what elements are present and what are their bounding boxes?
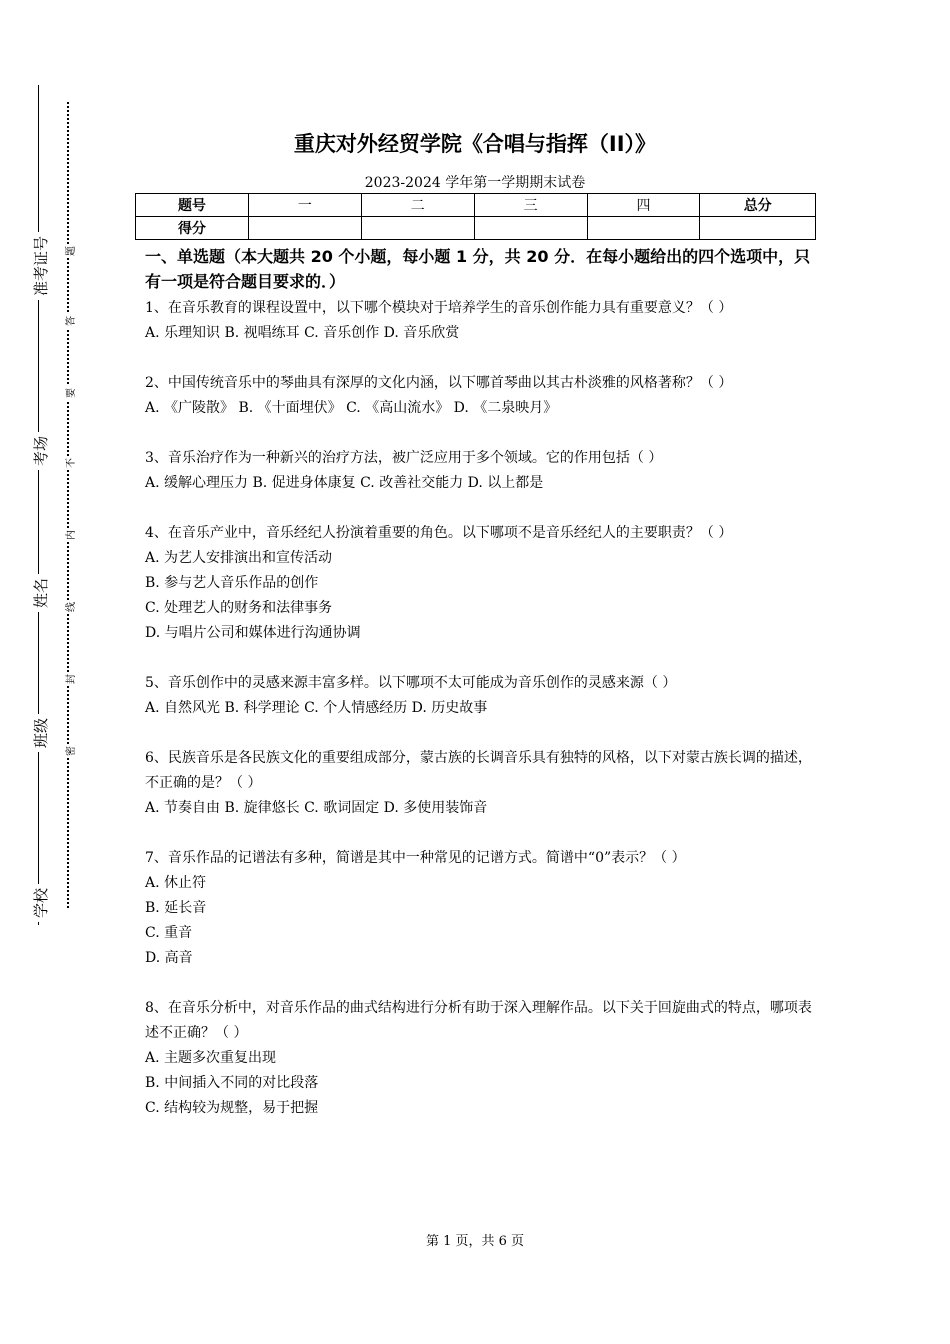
question-stem: 5、音乐创作中的灵感来源丰富多样。以下哪项不太可能成为音乐创作的灵感来源（ ）	[145, 675, 677, 691]
question-stem: 7、音乐作品的记谱法有多种，简谱是其中一种常见的记谱方式。简谱中“0”表示？（ ）	[145, 850, 686, 866]
score-table-header-row	[136, 194, 816, 217]
question-option: A. 节奏自由 B. 旋律悠长 C. 歌词固定 D. 多使用装饰音	[145, 800, 488, 816]
score-header-cell: 总分	[700, 194, 816, 217]
question-option: B. 参与艺人音乐作品的创作	[145, 575, 319, 591]
question-option: D. 高音	[145, 950, 193, 966]
score-cell	[587, 217, 700, 240]
question-stem: 3、音乐治疗作为一种新兴的治疗方法，被广泛应用于多个领域。它的作用包括（ ）	[145, 450, 663, 466]
score-cell	[248, 217, 361, 240]
binding-line-outer	[38, 85, 39, 925]
score-header-cell: 三	[474, 194, 587, 217]
score-table	[135, 193, 816, 240]
question-option: A. 《广陵散》 B. 《十面埋伏》 C. 《高山流水》 D. 《二泉映月》	[145, 400, 558, 416]
score-cell	[700, 217, 816, 240]
binding-mark: 封	[61, 672, 78, 686]
score-header-cell: 四	[587, 194, 700, 217]
question-stem: 8、在音乐分析中，对音乐作品的曲式结构进行分析有助于深入理解作品。以下关于回旋曲式的特点，哪项表述不正确？（ ）	[145, 1000, 812, 1041]
question-4	[145, 521, 820, 646]
section-heading: 一、单选题（本大题共 20 个小题，每小题 1 分，共 20 分．在每小题给出的四个选项中，只有一项是符合题目要求的．）	[145, 247, 811, 291]
score-table-score-row	[136, 217, 816, 240]
score-cell	[361, 217, 474, 240]
binding-line-dotted	[67, 102, 69, 908]
question-option: A. 乐理知识 B. 视唱练耳 C. 音乐创作 D. 音乐欣赏	[145, 325, 460, 341]
question-option: C. 重音	[145, 925, 193, 941]
question-option: D. 与唱片公司和媒体进行沟通协调	[145, 625, 361, 641]
question-stem: 1、在音乐教育的课程设置中，以下哪个模块对于培养学生的音乐创作能力具有重要意义？（ ）	[145, 300, 733, 316]
label-name: 姓名	[28, 574, 53, 612]
question-6	[145, 746, 820, 821]
question-8	[145, 996, 820, 1121]
question-option: B. 中间插入不同的对比段落	[145, 1075, 319, 1091]
score-header-cell: 二	[361, 194, 474, 217]
question-7	[145, 846, 820, 971]
exam-title: 重庆对外经贸学院《合唱与指挥（II）》	[293, 132, 657, 156]
binding-mark: 不	[61, 456, 78, 470]
question-option: A. 缓解心理压力 B. 促进身体康复 C. 改善社交能力 D. 以上都是	[145, 475, 544, 491]
question-2	[145, 371, 820, 421]
score-header-cell: 一	[248, 194, 361, 217]
question-option: C. 处理艺人的财务和法律事务	[145, 600, 333, 616]
question-3	[145, 446, 820, 496]
question-option: C. 结构较为规整，易于把握	[145, 1100, 319, 1116]
question-1	[145, 296, 820, 346]
question-list	[145, 296, 820, 1146]
binding-mark: 密	[61, 744, 78, 758]
exam-subtitle: 2023-2024 学年第一学期期末试卷	[364, 175, 586, 191]
label-class: 班级	[28, 714, 53, 752]
binding-mark: 线	[61, 600, 78, 614]
question-option: A. 主题多次重复出现	[145, 1050, 277, 1066]
score-cell	[474, 217, 587, 240]
question-option: A. 休止符	[145, 875, 207, 891]
score-header-cell: 题号	[136, 194, 249, 217]
label-exam-room: 考场	[28, 432, 53, 470]
question-option: B. 延长音	[145, 900, 207, 916]
question-stem: 6、民族音乐是各民族文化的重要组成部分，蒙古族的长调音乐具有独特的风格，以下对蒙古族长调的描述，不正确的是？（ ）	[145, 750, 812, 791]
binding-mark: 题	[61, 244, 78, 258]
question-5	[145, 671, 820, 721]
label-exam-number: 准考证号	[28, 232, 53, 300]
binding-mark: 要	[61, 386, 78, 400]
question-stem: 4、在音乐产业中，音乐经纪人扮演着重要的角色。以下哪项不是音乐经纪人的主要职责？（ ）	[145, 525, 733, 541]
score-row-label: 得分	[136, 217, 249, 240]
binding-mark: 内	[61, 528, 78, 542]
question-stem: 2、中国传统音乐中的琴曲具有深厚的文化内涵，以下哪首琴曲以其古朴淡雅的风格著称？（ ）	[145, 375, 733, 391]
binding-mark: 答	[61, 314, 78, 328]
question-option: A. 自然风光 B. 科学理论 C. 个人情感经历 D. 历史故事	[145, 700, 488, 716]
question-option: A. 为艺人安排演出和宣传活动	[145, 550, 333, 566]
page-number: 第 1 页，共 6 页	[425, 1234, 525, 1249]
label-school: 学校	[28, 884, 53, 922]
